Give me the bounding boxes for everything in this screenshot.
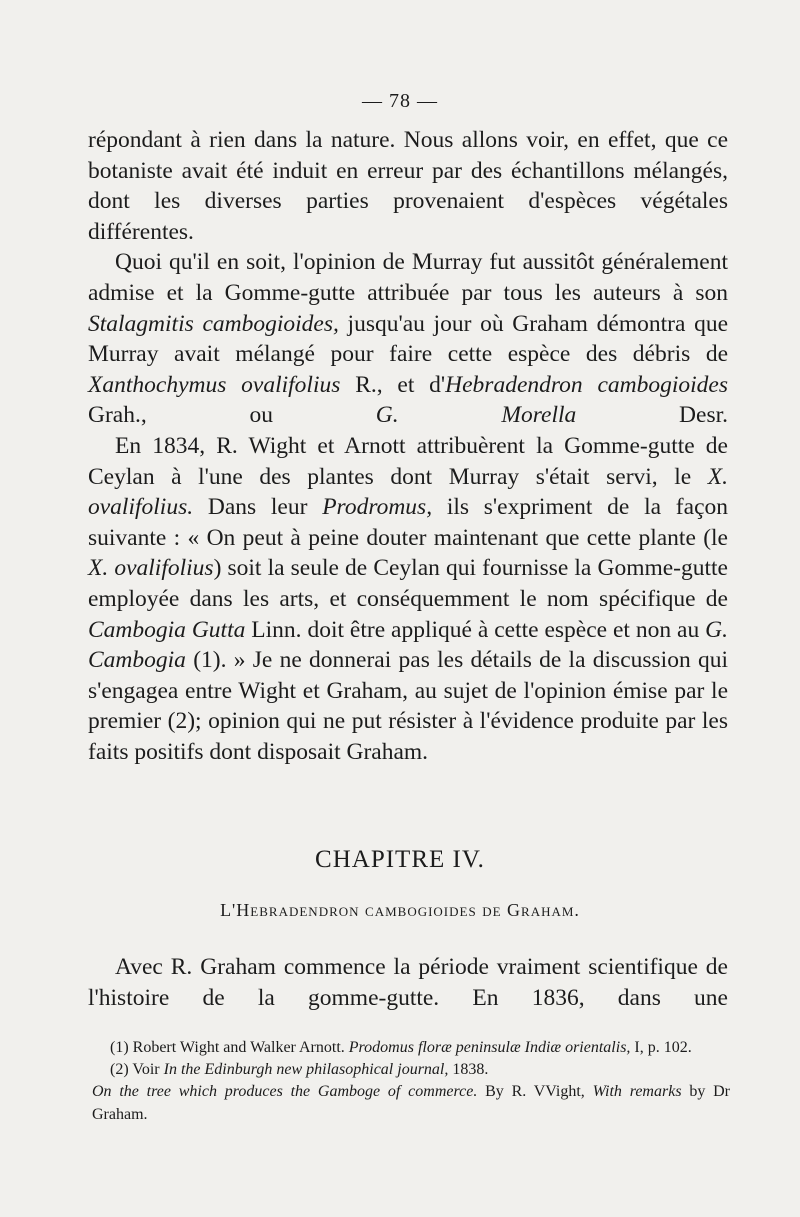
- paragraph: [88, 431, 728, 768]
- text-run: Quoi qu'il en soit, l'opinion de Murray fut aussitôt généralement admise et la Gomme-gutte attribuée par tous les auteurs à son: [88, 249, 728, 306]
- italic-text: Xanthochymus ovalifolius: [88, 371, 341, 398]
- text-run: R., et d': [340, 371, 446, 398]
- italic-text: Stalagmitis cambogioides,: [88, 310, 339, 337]
- chapter-title: CHAPITRE IV.: [315, 846, 485, 873]
- text-run: Linn. doit être appliqué à cette espèce et non au: [245, 616, 706, 643]
- text-run: 1838.: [448, 1061, 489, 1079]
- footnotes: [92, 1037, 730, 1126]
- text-run: répondant à rien dans la nature. Nous allons voir, en effet, que ce botaniste avait été induit en erreur par des échantillons mélangés, dont les diverses parties provenaient d'espèces végétales différentes.: [88, 127, 728, 245]
- chapter-body-text: [88, 952, 728, 1013]
- italic-text: Prodomus floræ peninsulæ Indiæ orientalis,: [348, 1039, 631, 1056]
- page-number: — 78 —: [362, 90, 438, 112]
- italic-text: X. ovalifolius: [88, 555, 214, 582]
- text-run: Desr.: [576, 402, 728, 429]
- body-text: [88, 125, 728, 767]
- italic-text: Cambogia Gutta: [88, 616, 246, 643]
- text-run: I, p. 102.: [630, 1039, 692, 1056]
- text-run: ils s'expriment de la façon suivante : « On peut à peine douter maintenant que cette plante (le: [88, 494, 728, 551]
- text-run: By R. VVight,: [477, 1083, 593, 1101]
- text-run: Grah., ou: [88, 402, 376, 429]
- text-run: (2) Voir: [110, 1061, 164, 1079]
- text-run: jusqu'au jour où Graham démontra que Murray avait mélangé pour faire cette espèce des débris de: [88, 310, 728, 368]
- chapter-subtitle: L'Hebradendron cambogioides de Graham.: [220, 900, 580, 920]
- italic-text: In the Edinburgh new philasophical journal,: [163, 1061, 449, 1079]
- italic-text: X. ovalifolius.: [88, 463, 728, 521]
- paragraph: [88, 125, 728, 247]
- text-run: by Dr Graham.: [92, 1083, 731, 1123]
- text-run: Dans leur: [193, 494, 323, 521]
- text-run: (1). » Je ne donnerai pas les détails de la discussion qui s'engagea entre Wight et Graham, au sujet de l'opinion émise par le premier (2); opinion qui ne put résister à l'évidence produite par les faits positifs dont disposait Graham.: [88, 647, 728, 765]
- italic-text: Hebradendron cambogioides: [445, 371, 728, 398]
- paragraph: Avec R. Graham commence la période vraiment scientifique de l'histoire de la gomme-gutte. En 1836, dans une: [88, 954, 728, 1011]
- footnote: [92, 1081, 730, 1125]
- italic-text: Prodromus,: [322, 494, 433, 521]
- footnote: [92, 1059, 730, 1081]
- text-run: (1) Robert Wight and Walker Arnott.: [110, 1039, 349, 1056]
- italic-text: With remarks: [592, 1083, 682, 1101]
- italic-text: G. Cambogia: [88, 616, 728, 674]
- italic-text: On the tree which produces the Gamboge of commerce.: [92, 1083, 478, 1101]
- text-run: ) soit la seule de Ceylan qui fournisse la Gomme-gutte employée dans les arts, et conséquemment le nom spécifique de: [88, 555, 728, 612]
- italic-text: G. Morella: [375, 402, 577, 429]
- paragraph: [88, 247, 728, 431]
- footnote: [92, 1037, 730, 1059]
- text-run: En 1834, R. Wight et Arnott attribuèrent la Gomme-gutte de Ceylan à l'une des plantes dont Murray s'était servi, le: [88, 432, 728, 490]
